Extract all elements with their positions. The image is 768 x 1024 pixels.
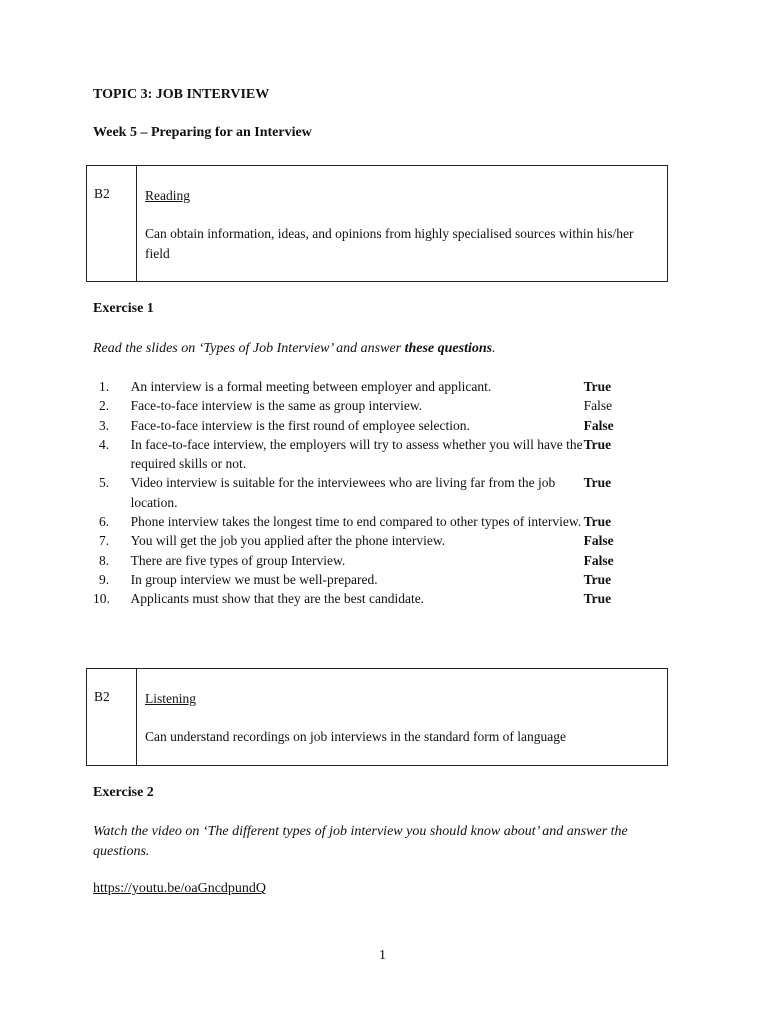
- question-text: An interview is a formal meeting between employer and applicant.: [130, 379, 492, 394]
- skill-description: Can understand recordings on job interviews in the standard form of language: [145, 729, 567, 744]
- question-text: Face-to-face interview is the first round of employee selection.: [130, 417, 470, 433]
- question-text: Phone interview takes the longest time to end compared to other types of interview.: [130, 514, 582, 530]
- video-link[interactable]: https://youtu.be/oaGncdpundQ: [93, 881, 267, 896]
- skill-description: Can obtain information, ideas, and opinions from highly specialised sources within his/her field: [145, 226, 634, 261]
- question-text: You will get the job you applied after the phone interview.: [130, 533, 446, 549]
- descriptor-cell: [137, 669, 667, 765]
- question-number: 3.: [99, 417, 110, 433]
- exercise-2-instruction: Watch the video on ‘The different types of job interview you should know about’ and answer the questions.: [93, 824, 628, 859]
- question-number: 1.: [99, 379, 110, 394]
- topic-heading: TOPIC 3: JOB INTERVIEW: [93, 87, 270, 102]
- question-row: [93, 531, 633, 550]
- exercise-1-instruction: [93, 339, 673, 359]
- exercise-1-title: Exercise 1: [93, 301, 154, 316]
- question-row: [93, 396, 633, 415]
- question-number: 8.: [99, 552, 110, 568]
- question-row: [93, 589, 633, 608]
- question-answer: True: [583, 591, 612, 607]
- week-heading: Week 5 – Preparing for an Interview: [93, 125, 312, 140]
- instruction-end: .: [492, 341, 496, 356]
- question-number: 9.: [99, 571, 110, 587]
- question-answer: False: [583, 398, 613, 414]
- reading-descriptor-box: [86, 165, 668, 282]
- question-text: Video interview is suitable for the interviewees who are living far from the job location.: [130, 475, 556, 510]
- listening-descriptor-box: [86, 668, 668, 766]
- question-text: There are five types of group Interview.: [130, 552, 346, 568]
- page-number: 1: [379, 948, 386, 963]
- question-answer: True: [583, 436, 612, 452]
- question-number: 6.: [99, 514, 110, 530]
- question-number: 5.: [99, 475, 110, 491]
- cefr-level: B2: [87, 669, 137, 765]
- question-answer: False: [583, 533, 614, 549]
- exercise-2-title: Exercise 2: [93, 785, 154, 800]
- question-answer: True: [583, 571, 612, 587]
- question-number: 10.: [93, 591, 110, 607]
- skill-label: Listening: [145, 691, 196, 706]
- cefr-level: B2: [87, 166, 137, 281]
- descriptor-cell: [137, 166, 667, 281]
- question-text: In face-to-face interview, the employers will try to assess whether you will have the required skills or not.: [130, 436, 583, 472]
- question-answer: True: [583, 475, 612, 491]
- question-answer: False: [583, 417, 614, 433]
- skill-label: Reading: [145, 188, 190, 203]
- question-text: Face-to-face interview is the same as group interview.: [130, 398, 423, 414]
- question-answer: False: [583, 552, 614, 568]
- instruction-bold-text: these questions: [404, 341, 493, 356]
- question-text: Applicants must show that they are the best candidate.: [130, 591, 425, 607]
- question-text: In group interview we must be well-prepared.: [130, 571, 378, 587]
- question-answer: True: [583, 514, 612, 530]
- question-row: [93, 416, 633, 435]
- question-row: [93, 377, 633, 396]
- question-row: [93, 551, 633, 570]
- question-list: [93, 377, 633, 609]
- question-row: [93, 570, 633, 589]
- question-row: [93, 473, 633, 512]
- question-answer: True: [583, 379, 612, 394]
- question-row: [93, 512, 633, 531]
- question-number: 4.: [99, 436, 110, 452]
- question-number: 2.: [99, 398, 110, 414]
- instruction-text: Read the slides on ‘Types of Job Interview’ and answer: [93, 341, 405, 356]
- question-number: 7.: [99, 533, 110, 549]
- question-row: [93, 435, 633, 474]
